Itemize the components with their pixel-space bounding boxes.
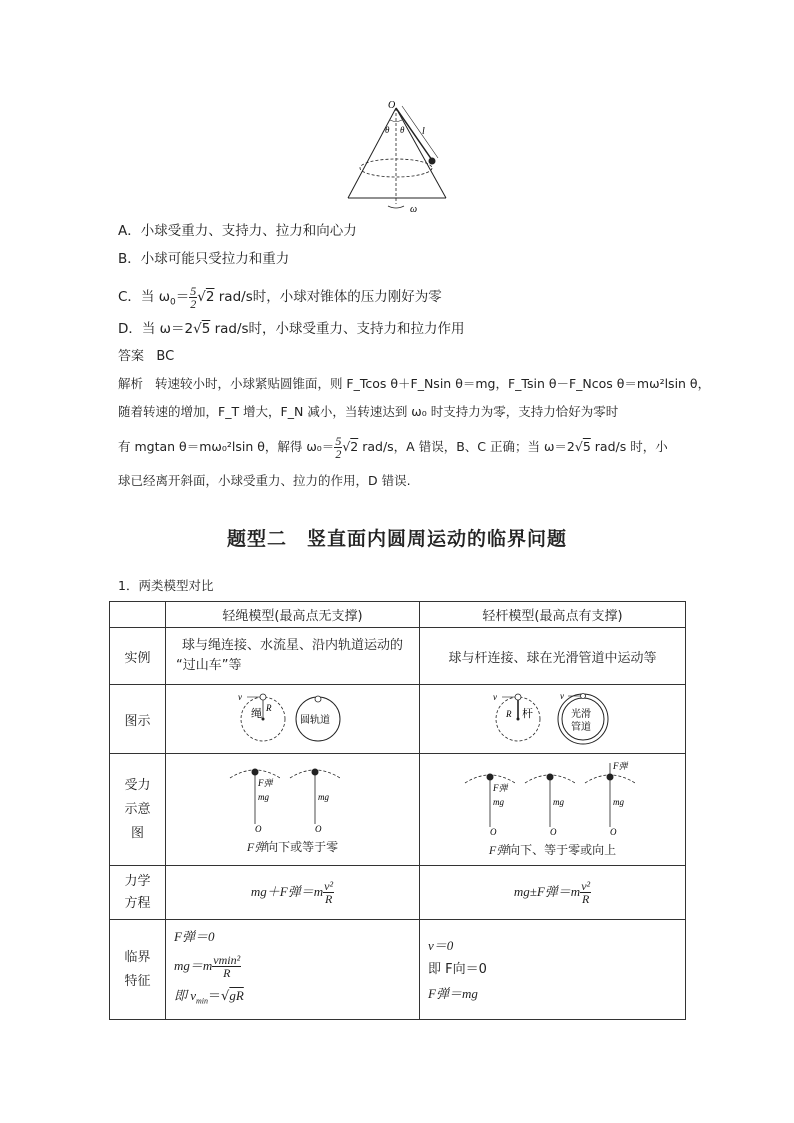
ball	[429, 158, 436, 165]
header-rod: 轻杆模型(最高点有支撑)	[420, 602, 686, 628]
track-ball	[315, 696, 321, 702]
analysis-root-2: 5	[582, 439, 591, 454]
rope-diagrams	[233, 687, 353, 747]
option-c-den: 2	[190, 296, 197, 311]
option-d-sqrt: √5	[193, 321, 211, 337]
force-label-1: 受力	[124, 777, 151, 793]
critical-label-2: 特征	[124, 973, 151, 989]
cone-left-edge	[348, 108, 396, 198]
rope-force-mg-2: mg	[317, 792, 329, 802]
row-example	[110, 628, 686, 685]
critical-rope-num: vmin²	[213, 953, 241, 968]
row-figure	[110, 685, 686, 754]
equation-rope-num: v²	[324, 879, 334, 893]
subheading: 1．两类模型对比	[118, 578, 214, 593]
analysis-line-1	[118, 374, 710, 394]
critical-rope-3b: ＝	[208, 989, 222, 1005]
label-theta-right: θ	[400, 125, 405, 135]
label-theta-left: θ	[385, 125, 390, 135]
critical-rope-sqrt: √gR	[221, 988, 244, 1005]
critical-rope-1: F弹＝0	[174, 929, 215, 945]
force-rod	[420, 754, 686, 866]
critical-rod	[420, 920, 686, 1020]
option-d-suffix: rad/s时，小球受重力、支持力和拉力作用	[210, 321, 465, 337]
example-rod: 球与杆连接、球在光滑管道中运动等	[420, 628, 686, 685]
section-title: 题型二 竖直面内圆周运动的临界问题	[226, 528, 567, 550]
option-c-sqrt: √2	[197, 289, 215, 305]
rope-force-mg-1: mg	[257, 792, 269, 802]
example-rope	[166, 628, 420, 685]
analysis-3a: 有 mgtan θ＝mω₀²lsin θ，解得 ω₀＝	[118, 439, 335, 454]
row-force	[110, 754, 686, 866]
option-d-root: 5	[201, 321, 211, 337]
critical-rope-2-lhs: mg＝m	[174, 958, 213, 974]
header-rope: 轻绳模型(最高点无支撑)	[166, 602, 420, 628]
rod-diagrams	[488, 687, 618, 747]
figure-rod	[420, 685, 686, 754]
figure-label: 图示	[110, 685, 166, 754]
option-c-num: 5	[190, 283, 197, 298]
rope-force-O-2: O	[314, 824, 321, 834]
equation-label-1: 力学	[124, 873, 151, 889]
analysis-line-3	[118, 430, 668, 464]
critical-rope-3-sub: min	[196, 996, 209, 1006]
critical-rope-fraction	[212, 954, 241, 979]
equation-rod-lhs: mg±F弹＝m	[513, 884, 581, 899]
rod-force-F-1: F弹	[492, 783, 507, 793]
critical-rope-den: R	[223, 966, 231, 981]
critical-rod-3: F弹＝mg	[428, 985, 478, 1001]
equation-rope-den: R	[324, 892, 333, 906]
analysis-den: 2	[335, 447, 342, 461]
equation-rod	[420, 866, 686, 920]
rope-force-F-1: F弹	[257, 778, 272, 788]
rope-force-caption	[166, 838, 419, 855]
critical-rope-root: gR	[229, 988, 244, 1004]
cone-figure	[340, 96, 460, 216]
table-header-row	[110, 602, 686, 628]
option-c-suffix: rad/s时，小球对锥体的压力刚好为零	[214, 289, 442, 305]
rod-label: 杆	[521, 707, 533, 720]
example-label: 实例	[110, 628, 166, 685]
rod-force-mg-1: mg	[492, 797, 504, 807]
cone-right-edge	[396, 108, 446, 198]
comparison-table	[109, 601, 686, 1020]
option-a: A．小球受重力、支持力、拉力和向心力	[118, 223, 357, 239]
answer-label: 答案	[118, 349, 145, 364]
rope-v-label: v	[237, 692, 242, 702]
equation-rope-fraction	[323, 880, 334, 905]
equation-rope-lhs: mg＋F弹＝m	[250, 884, 324, 899]
omega-arrow	[388, 206, 404, 208]
rod-v-label: v	[492, 692, 497, 702]
option-d	[118, 319, 465, 339]
critical-rope-3	[174, 984, 419, 1014]
answer-line	[118, 347, 174, 367]
critical-rod-2: 即 F向＝0	[428, 961, 487, 977]
rod-force-F-3: F弹	[612, 761, 627, 771]
figure-rope	[166, 685, 420, 754]
equation-label-2: 方程	[124, 895, 151, 911]
option-c-root: 2	[205, 289, 215, 305]
analysis-sqrt-1: √2	[342, 439, 359, 454]
equation-rod-num: v²	[581, 879, 591, 893]
rod-force-O-1: O	[489, 827, 496, 837]
rod-ball	[515, 694, 521, 700]
force-label	[110, 754, 166, 866]
header-empty	[110, 602, 166, 628]
rod-force-O-3: O	[609, 827, 616, 837]
answer-value: BC	[156, 349, 175, 364]
rod-force-mg-2: mg	[552, 797, 564, 807]
analysis-num: 5	[335, 434, 342, 448]
track-label: 圆轨道	[299, 715, 330, 726]
equation-rod-fraction	[580, 880, 591, 905]
analysis-text-1: 转速较小时，小球紧贴圆锥面，则 F_Tcos θ＋F_Nsin θ＝mg，F_Tsin θ－F_Ncos θ＝mω²lsin θ，	[154, 376, 711, 391]
equation-rope	[166, 866, 420, 920]
analysis-root-1: 2	[350, 439, 359, 454]
force-label-2: 示意	[124, 801, 151, 817]
rope-caption-F: F弹	[246, 840, 267, 854]
label-l: l	[422, 126, 425, 137]
critical-rope-3a: 即 v	[174, 988, 197, 1004]
example-rope-line2: “过山车”等	[176, 658, 242, 673]
rod-caption-text: 向下、等于零或向上	[508, 843, 617, 857]
option-d-prefix: D．当 ω＝2	[118, 321, 194, 337]
label-O: O	[388, 100, 396, 111]
option-c	[118, 280, 442, 314]
rod-caption-F: F弹	[488, 843, 509, 857]
rod-R-label: R	[505, 709, 511, 719]
row-critical	[110, 920, 686, 1020]
analysis-line-2: 随着转速的增加，F_T 增大，F_N 减小，当转速达到 ω₀ 时支持力为零，支持力恰好为零时	[118, 404, 619, 419]
option-b: B．小球可能只受拉力和重力	[118, 251, 290, 267]
analysis-label: 解析	[118, 376, 144, 391]
critical-rope	[166, 920, 420, 1020]
rope-label: 绳	[250, 707, 262, 720]
critical-rope-2	[174, 949, 419, 984]
analysis-3b: rad/s，A 错误，B、C 正确；当 ω＝2	[358, 439, 575, 454]
pipe-v-label: v	[559, 691, 564, 701]
pipe-ball	[580, 694, 585, 699]
example-rope-line1: 球与绳连接、水流星、沿内轨道运动的	[181, 638, 403, 653]
rope-force-diagrams	[228, 764, 358, 834]
force-label-3: 图	[130, 825, 144, 841]
analysis-3c: rad/s 时，小	[590, 439, 668, 454]
option-c-eq: ＝	[175, 289, 190, 305]
rope-force-O-1: O	[254, 824, 261, 834]
rod-force-diagrams	[463, 761, 643, 837]
force-rope	[166, 754, 420, 866]
critical-label	[110, 920, 166, 1020]
rope-R-label: R	[265, 703, 271, 713]
rod-center	[516, 718, 519, 721]
option-c-sub: 0	[170, 297, 176, 308]
equation-rod-den: R	[582, 892, 590, 906]
option-c-prefix: C．当 ω	[118, 289, 171, 305]
row-equation	[110, 866, 686, 920]
pipe-label-2: 管道	[570, 722, 591, 733]
rope-caption-text: 向下或等于零	[266, 840, 339, 854]
rod-force-caption	[420, 841, 685, 858]
critical-rod-1: v＝0	[428, 937, 454, 953]
label-omega: ω	[410, 204, 418, 215]
analysis-sqrt-2: √5	[574, 439, 591, 454]
rod-force-O-2: O	[549, 827, 556, 837]
equation-label	[110, 866, 166, 920]
pipe-label-1: 光滑	[570, 709, 591, 720]
analysis-line-4: 球已经离开斜面，小球受重力、拉力的作用，D 错误.	[118, 473, 411, 488]
rope-ball	[260, 694, 266, 700]
critical-label-1: 临界	[124, 949, 151, 965]
rod-force-mg-3: mg	[612, 797, 624, 807]
